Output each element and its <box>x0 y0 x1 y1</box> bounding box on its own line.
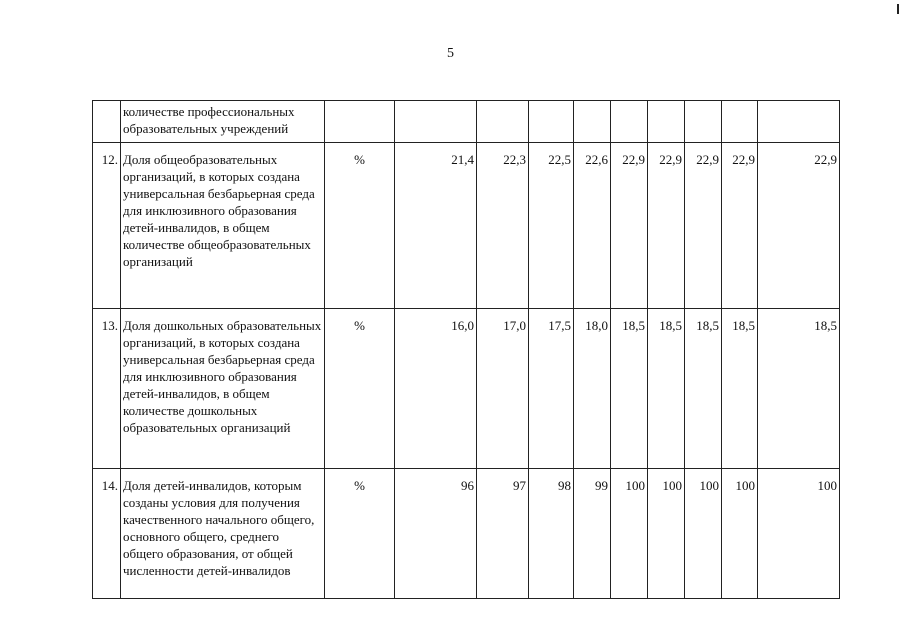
value-cell: 17,5 <box>529 309 574 469</box>
value-cell: 18,5 <box>611 309 648 469</box>
indicators-table <box>92 100 840 599</box>
value-cell: 18,0 <box>574 309 611 469</box>
unit-cell <box>325 101 395 143</box>
scan-edge-mark <box>897 4 899 14</box>
value-cell: 100 <box>758 469 840 599</box>
unit-cell: % <box>325 309 395 469</box>
row-number-cell <box>93 101 121 143</box>
value-cell: 100 <box>722 469 758 599</box>
value-cell: 22,9 <box>722 143 758 309</box>
value-cell <box>574 101 611 143</box>
value-cell: 21,4 <box>395 143 477 309</box>
value-cell <box>611 101 648 143</box>
value-cell: 22,9 <box>685 143 722 309</box>
value-cell: 100 <box>648 469 685 599</box>
value-cell: 100 <box>685 469 722 599</box>
table-row-14 <box>93 469 840 599</box>
unit-cell: % <box>325 469 395 599</box>
value-cell: 18,5 <box>758 309 840 469</box>
value-cell: 98 <box>529 469 574 599</box>
value-cell <box>722 101 758 143</box>
table-row-12 <box>93 143 840 309</box>
page-number: 5 <box>447 46 454 61</box>
row-number-cell: 13. <box>93 309 121 469</box>
table-row-13 <box>93 309 840 469</box>
value-cell: 18,5 <box>685 309 722 469</box>
value-cell: 22,6 <box>574 143 611 309</box>
value-cell <box>758 101 840 143</box>
value-cell: 18,5 <box>722 309 758 469</box>
value-cell: 100 <box>611 469 648 599</box>
value-cell <box>395 101 477 143</box>
unit-cell: % <box>325 143 395 309</box>
value-cell: 22,9 <box>648 143 685 309</box>
table-row-continuation <box>93 101 840 143</box>
indicator-name-cell: Доля дошкольных образовательных организаций, в которых создана универсальная безбарьерная среда для инклюзивного образования детей-инвалидов, в общем количестве дошкольных образовательных организаций <box>121 309 325 469</box>
value-cell: 17,0 <box>477 309 529 469</box>
value-cell <box>477 101 529 143</box>
indicator-name-cell: Доля общеобразовательных организаций, в которых создана универсальная безбарьерная среда для инклюзивного образования детей-инвалидов, в общем количестве общеобразовательных организаций <box>121 143 325 309</box>
indicator-name-cell: количестве профессиональных образовательных учреждений <box>121 101 325 143</box>
value-cell <box>648 101 685 143</box>
value-cell: 22,9 <box>758 143 840 309</box>
value-cell <box>529 101 574 143</box>
row-number-cell: 12. <box>93 143 121 309</box>
value-cell: 22,3 <box>477 143 529 309</box>
value-cell: 22,5 <box>529 143 574 309</box>
value-cell: 22,9 <box>611 143 648 309</box>
value-cell: 16,0 <box>395 309 477 469</box>
row-number-cell: 14. <box>93 469 121 599</box>
value-cell: 99 <box>574 469 611 599</box>
indicator-name-cell: Доля детей-инвалидов, которым созданы условия для получения качественного начального общего, основного общего, среднего общего образования, от общей численности детей-инвалидов <box>121 469 325 599</box>
value-cell: 18,5 <box>648 309 685 469</box>
value-cell: 97 <box>477 469 529 599</box>
value-cell: 96 <box>395 469 477 599</box>
value-cell <box>685 101 722 143</box>
